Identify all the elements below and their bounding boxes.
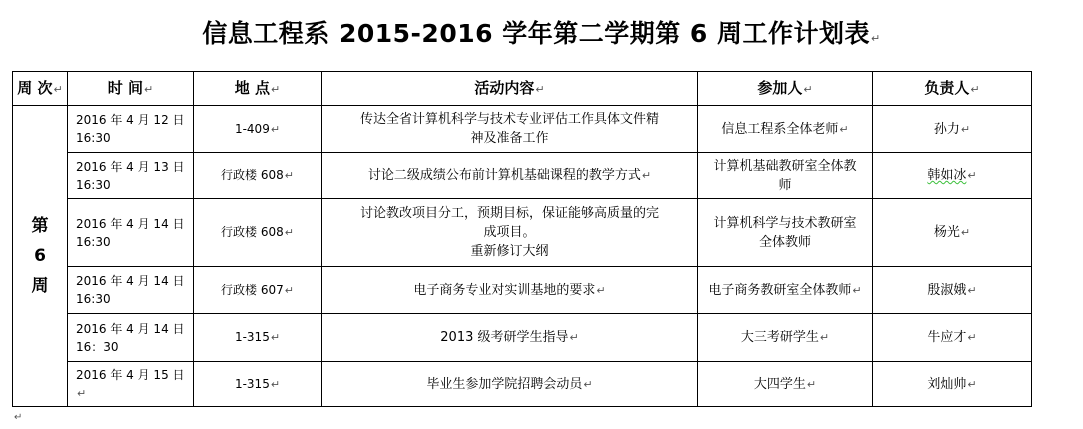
lead-text: 牛应才: [927, 330, 967, 345]
activity-cell: [322, 362, 698, 407]
place-cell: [194, 153, 322, 199]
place-text: 行政楼 607: [221, 282, 284, 297]
time-date: 2016 年 4 月 14 日: [76, 321, 185, 336]
activity-line: 2013 级考研学生指导: [440, 330, 569, 345]
activity-cell: [322, 199, 698, 267]
paragraph-mark-icon: ↵: [967, 283, 977, 297]
time-hour: 16:30: [76, 234, 111, 249]
time-date: 2016 年 4 月 13 日: [76, 159, 185, 174]
header-week: [13, 72, 68, 106]
header-time: [68, 72, 194, 106]
time-date: 2016 年 4 月 15 日: [76, 367, 185, 382]
activity-line: 重新修订大纲: [470, 244, 549, 259]
header-activity: [322, 72, 698, 106]
paragraph-mark-icon: ↵: [583, 377, 593, 391]
paragraph-mark-icon: ↵: [596, 283, 606, 297]
week-cell: [13, 106, 68, 407]
table-row: [13, 267, 1032, 314]
participants-cell: [698, 267, 873, 314]
work-plan-table: [12, 71, 1032, 407]
place-text: 行政楼 608: [221, 168, 284, 182]
lead-text: 殷淑娥: [927, 282, 967, 298]
paragraph-mark-icon: ↵: [960, 226, 971, 239]
paragraph-mark-icon: ↵: [535, 82, 545, 96]
paragraph-mark-icon: ↵: [284, 283, 294, 297]
activity-line: 神及准备工作: [470, 131, 549, 146]
paragraph-mark-icon: ↵: [569, 331, 579, 344]
paragraph-mark-icon: ↵: [270, 331, 281, 344]
header-week-label: 周 次: [17, 78, 53, 97]
paragraph-mark-icon: ↵: [284, 226, 294, 239]
week-label-line: 第: [31, 216, 49, 236]
lead-text: 韩如冰: [927, 168, 967, 183]
time-hour: 16:30: [76, 131, 111, 145]
place-text: 行政楼 608: [221, 225, 284, 239]
table-row: [13, 362, 1032, 407]
paragraph-mark-icon: ↵: [284, 169, 294, 182]
table-row: [13, 199, 1032, 267]
lead-text: 杨光: [933, 225, 960, 240]
participants-cell: [698, 106, 873, 153]
activity-line: 毕业生参加学院招聘会动员: [426, 376, 583, 392]
participants-cell: [698, 362, 873, 407]
participants-cell: [698, 314, 873, 362]
header-row: [13, 72, 1032, 106]
place-text: 1-315: [234, 330, 270, 344]
activity-line: 成项目。: [483, 225, 536, 240]
page-title-text: 信息工程系 2015-2016 学年第二学期第 6 周工作计划表: [202, 19, 871, 48]
lead-cell: [873, 199, 1032, 267]
participants-line: 大四学生: [753, 376, 806, 392]
time-hour: 16：30: [76, 339, 119, 354]
activity-cell: [322, 314, 698, 362]
paragraph-mark-icon: ↵: [270, 122, 281, 136]
time-cell: [68, 362, 194, 407]
paragraph-mark-icon: ↵: [852, 283, 862, 297]
header-time-label: 时 间: [107, 78, 143, 97]
time-cell: [68, 314, 194, 362]
paragraph-mark-icon: ↵: [839, 122, 849, 136]
header-place: [194, 72, 322, 106]
time-cell: [68, 106, 194, 153]
paragraph-mark-icon: ↵: [803, 82, 813, 96]
time-cell: [68, 267, 194, 314]
header-participants-label: 参加人: [757, 78, 803, 97]
participants-line: 电子商务教研室全体教师: [708, 282, 852, 298]
participants-cell: [698, 153, 873, 199]
week-label-line: 6: [34, 246, 46, 266]
week-label-line: 周: [31, 276, 49, 296]
time-date: 2016 年 4 月 14 日: [76, 216, 185, 231]
time-cell: [68, 199, 194, 267]
table-row: [13, 314, 1032, 362]
activity-cell: [322, 106, 698, 153]
place-cell: [194, 314, 322, 362]
paragraph-mark-icon: ↵: [967, 377, 977, 391]
place-text: 1-315: [234, 376, 270, 391]
lead-cell: [873, 267, 1032, 314]
paragraph-mark-icon: ↵: [641, 169, 652, 182]
paragraph-mark-icon: ↵: [270, 377, 281, 391]
lead-text: 孙力: [933, 121, 960, 137]
header-participants: [698, 72, 873, 106]
paragraph-mark-icon: ↵: [967, 331, 977, 344]
header-place-label: 地 点: [234, 78, 270, 97]
lead-cell: [873, 106, 1032, 153]
participants-cell: [698, 199, 873, 267]
paragraph-mark-icon: ↵: [967, 169, 977, 182]
paragraph-mark-icon: ↵: [871, 32, 881, 45]
paragraph-mark-icon: ↵: [806, 377, 817, 391]
time-cell: [68, 153, 194, 199]
lead-cell: [873, 314, 1032, 362]
header-lead: [873, 72, 1032, 106]
activity-cell: [322, 153, 698, 199]
participants-line: 师: [778, 177, 792, 193]
time-hour: 16:30: [76, 292, 111, 306]
place-cell: [194, 199, 322, 267]
participants-line: 计算机科学与技术教研室: [713, 215, 857, 231]
participants-line: 全体教师: [758, 234, 811, 250]
page-title: [0, 14, 1083, 50]
activity-line: 传达全省计算机科学与技术专业评估工作具体文件精: [359, 112, 659, 127]
place-cell: [194, 267, 322, 314]
paragraph-mark-icon: ↵: [14, 412, 23, 423]
participants-line: 计算机基础教研室全体教: [713, 158, 857, 174]
lead-cell: [873, 153, 1032, 199]
participants-line: 信息工程系全体老师: [721, 121, 839, 137]
lead-cell: [873, 362, 1032, 407]
paragraph-mark-icon: ↵: [819, 331, 830, 344]
place-cell: [194, 362, 322, 407]
paragraph-mark-icon: ↵: [271, 82, 281, 96]
table-row: [13, 153, 1032, 199]
activity-line: 电子商务专业对实训基地的要求: [413, 282, 596, 298]
activity-line: 讨论教改项目分工，预期目标，保证能够高质量的完: [359, 206, 659, 221]
paragraph-mark-icon: ↵: [970, 82, 980, 96]
lead-text: 刘灿帅: [927, 376, 967, 392]
paragraph-mark-icon: ↵: [960, 122, 971, 136]
table-row: [13, 106, 1032, 153]
paragraph-mark-icon: ↵: [53, 82, 63, 96]
time-hour: 16:30: [76, 177, 111, 192]
header-lead-label: 负责人: [924, 78, 970, 97]
time-date: 2016 年 4 月 12 日: [76, 113, 185, 127]
place-text: 1-409: [234, 121, 270, 136]
paragraph-mark-icon: ↵: [77, 386, 87, 400]
activity-line: 讨论二级成绩公布前计算机基础课程的教学方式: [367, 168, 641, 183]
time-date: 2016 年 4 月 14 日: [76, 274, 185, 288]
participants-line: 大三考研学生: [740, 330, 819, 345]
activity-cell: [322, 267, 698, 314]
paragraph-mark-icon: ↵: [144, 82, 154, 96]
header-activity-label: 活动内容: [474, 78, 535, 97]
place-cell: [194, 106, 322, 153]
